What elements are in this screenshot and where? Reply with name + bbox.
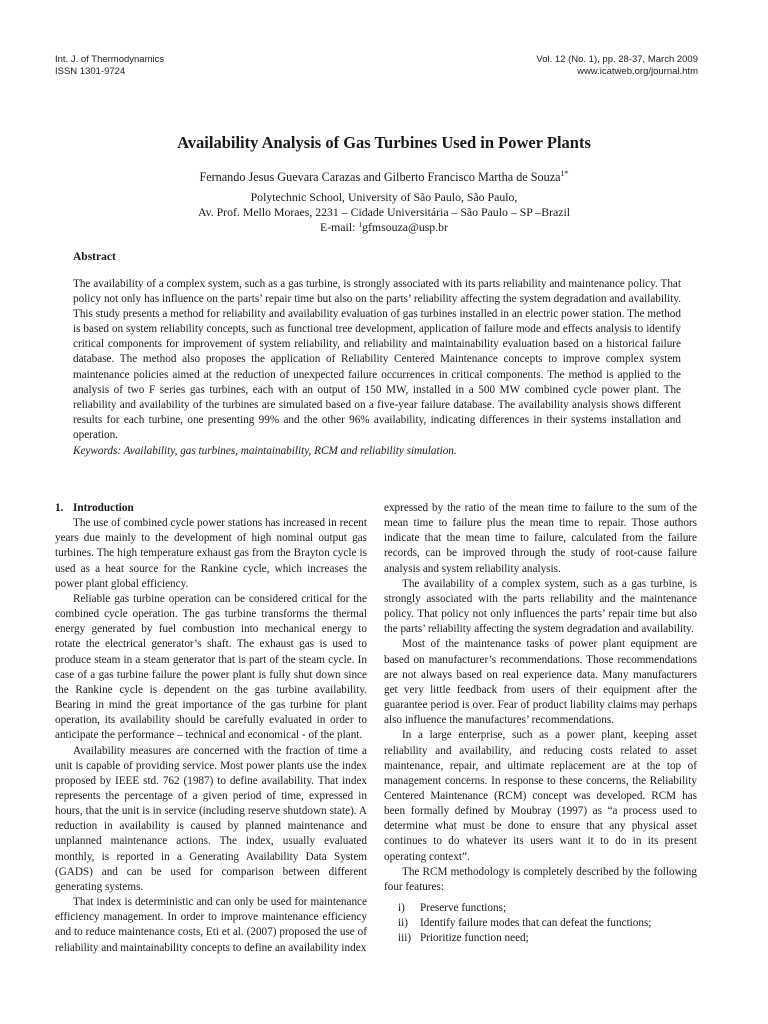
- email-mark: 1: [358, 220, 363, 229]
- author-names: Fernando Jesus Guevara Carazas and Gilberto Francisco Martha de Souza: [199, 170, 561, 184]
- email-address[interactable]: gfmsouza@usp.br: [362, 220, 448, 234]
- list-marker: ii): [398, 917, 408, 930]
- journal-url[interactable]: www.icatweb.org/journal.htm: [577, 66, 698, 77]
- paper-title: Availability Analysis of Gas Turbines Used in Power Plants: [177, 133, 591, 152]
- author-line: [0, 170, 768, 185]
- list-item: [384, 916, 697, 931]
- author-mark: 1*: [560, 169, 569, 178]
- section-number: 1.: [55, 502, 64, 514]
- affiliation-line-1: Polytechnic School, University of São Paulo, São Paulo,: [250, 190, 518, 204]
- section-title: Introduction: [73, 502, 134, 514]
- abstract-text: The availability of a complex system, such as a gas turbine, is strongly associated with its parts reliability and maintenance policy. That policy not only has influence on the parts’ repair time but also on the parts’ reliability affecting the system degradation and availability. This study presents a method for reliability and availability evaluation of gas turbines installed in an electric power station. The method is based on system reliability concepts, such as functional tree development, application of failure mode and effects analysis to identify critical components for improvement of system reliability, and reliability and maintainability evaluation based on a historical failure database. The method also proposes the application of Reliability Centered Maintenance concepts to improve complex system maintenance policies aimed at the reduction of unexpected failure occurrences in critical components. The method is applied to the analysis of two F series gas turbines, each with an output of 150 MW, installed in a 500 MW combined cycle power plant. The reliability and availability of the turbines are simulated based on a five-year failure database. The availability analysis shows different results for each turbine, one presenting 99% and the other 96% availability, indicating differences in their systems installation and operation.: [73, 278, 681, 441]
- email-line: [0, 220, 768, 235]
- journal-header-left: [55, 54, 164, 78]
- paragraph: The RCM methodology is completely described by the following four features:: [384, 865, 697, 893]
- affiliation-line-2: Av. Prof. Mello Moraes, 2231 – Cidade Universitária – São Paulo – SP –Brazil: [197, 205, 571, 219]
- section-heading: [55, 501, 367, 516]
- journal-name: Int. J. of Thermodynamics: [55, 54, 165, 65]
- paragraph-continued: expressed by the ratio of the mean time to failure to the sum of the mean time to failure plus the mean time to repair. Those authors indicate that the mean time to failure, calculated from the failure records, can be improved through the study of root-cause failure analysis and system reliability analysis.: [384, 502, 697, 575]
- affiliation: [0, 190, 768, 235]
- list-text: Preserve functions;: [420, 902, 507, 915]
- email-label: E-mail:: [320, 220, 359, 234]
- journal-header-right: [536, 54, 698, 78]
- rcm-features-list: [384, 901, 697, 946]
- paragraph: Availability measures are concerned with the fraction of time a unit is capable of providing service. Most power plants use the index proposed by IEEE std. 762 (1987) to define availability. That index represents the percentage of a given period of time, expressed in hours, that the unit is in service (including reserve shutdown state). A reduction in availability is caused by planned maintenance and unplanned maintenance actions. The index, usually evaluated monthly, is reported in a Generating Availability Data System (GADS) and can be used for comparison between different generating systems.: [55, 744, 367, 893]
- list-text: Prioritize function need;: [420, 932, 529, 945]
- right-column: [384, 501, 697, 947]
- paragraph: Most of the maintenance tasks of power plant equipment are based on manufacturer’s recommendations. Those recommendations are not always based on real experience data. Many manufacturers get very little feedback from users of their equipment after the guarantee period is over. Fear of product liability claims may perhaps also influence the manufactures’ recommendations.: [384, 638, 697, 727]
- paragraph: Reliable gas turbine operation can be considered critical for the combined cycle operation. The gas turbine transforms the thermal energy generated by fuel combustion into mechanical energy to rotate the electrical generator’s shaft. The exhaust gas is used to produce steam in a steam generator that is part of the steam cycle. In case of a gas turbine failure the power plant is fully shut down since the Rankine cycle is dependent on the gas turbine availability. Bearing in mind the great importance of the gas turbine for plant operation, its availability should be carefully evaluated in order to anticipate the performance – technical and economical - of the plant.: [55, 592, 367, 742]
- list-marker: iii): [398, 932, 412, 945]
- journal-volume: Vol. 12 (No. 1), pp. 28-37, March 2009: [536, 54, 698, 65]
- left-column: [55, 501, 367, 956]
- list-item: [384, 901, 697, 916]
- paragraph: The availability of a complex system, such as a gas turbine, is strongly associated with the parts reliability and the maintenance policy. That policy not only influences the parts’ repair time but also the parts’ reliability affecting the system degradation and availability.: [384, 577, 697, 636]
- list-item: [384, 931, 697, 946]
- list-marker: i): [398, 902, 405, 915]
- abstract-heading: Abstract: [73, 251, 116, 263]
- keywords: Keywords: Availability, gas turbines, maintainability, RCM and reliability simulation.: [73, 445, 457, 457]
- list-text: Identify failure modes that can defeat the functions;: [420, 917, 652, 930]
- journal-issn: ISSN 1301-9724: [55, 66, 126, 77]
- paragraph: That index is deterministic and can only be used for maintenance efficiency management. In order to improve maintenance efficiency and to reduce maintenance costs, Eti et al. (2007) proposed the use of reliability and maintainability concepts to define an availability index: [55, 896, 367, 954]
- paragraph: In a large enterprise, such as a power plant, keeping asset reliability and availability, and reducing costs related to asset maintenance, repair, and ultimate replacement are at the top of management concerns. In response to these concerns, the Reliability Centered Maintenance (RCM) concept was developed. RCM has been formally defined by Moubray (1997) as “a process used to determine what must be done to ensure that any physical asset continues to do whatever its users want it to do in its present operating context”.: [384, 729, 697, 863]
- paragraph: The use of combined cycle power stations has increased in recent years due mainly to the development of high nominal output gas turbines. The high temperature exhaust gas from the Brayton cycle is used as a heat source for the Rankine cycle, which increases the power plant global efficiency.: [55, 517, 367, 590]
